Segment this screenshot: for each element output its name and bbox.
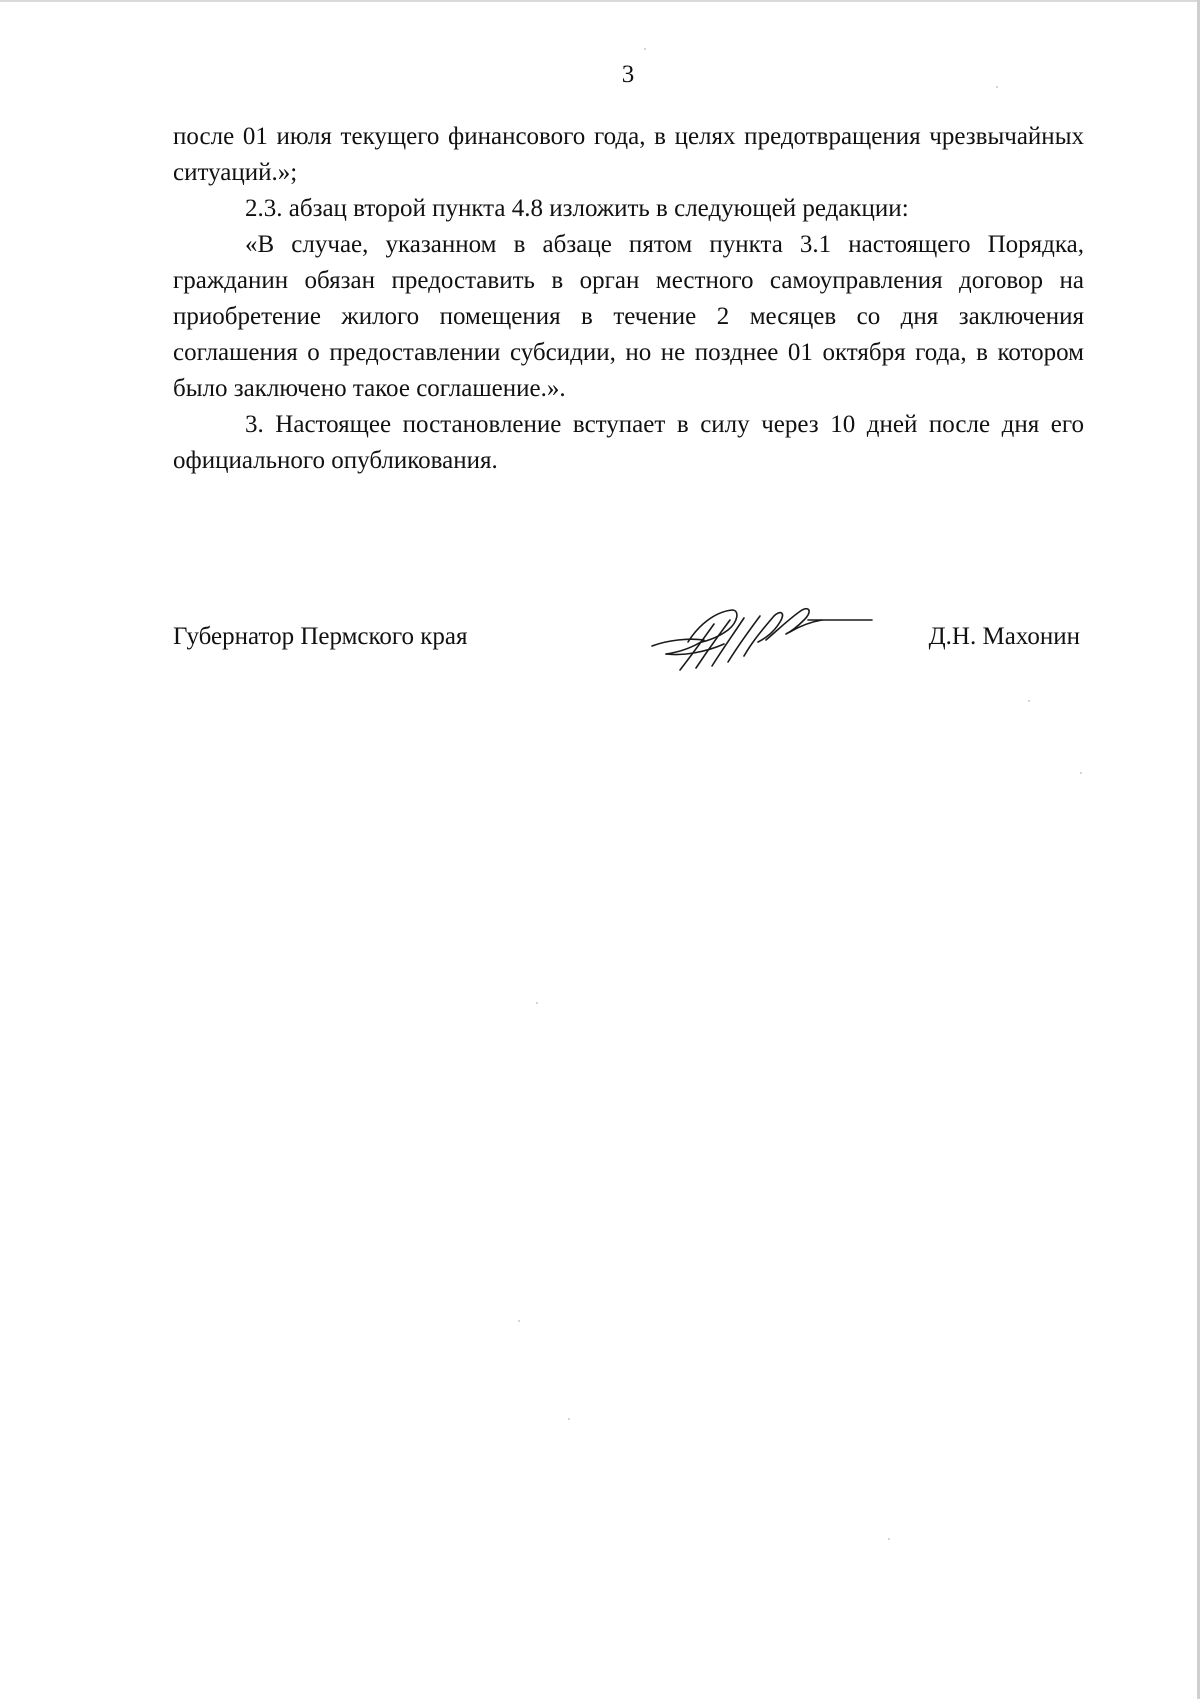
scan-speck [518,1320,520,1322]
scan-speck [888,1538,890,1540]
paragraph-continuation: после 01 июля текущего финансового года, в целях предотвращения чрезвычайных ситуаций.»; [173,123,1084,186]
scan-speck [1028,700,1030,702]
scan-speck [644,48,646,50]
scan-speck [1080,772,1082,774]
scan-speck [536,1002,538,1004]
handwritten-signature-icon [640,600,875,672]
page-number: 3 [621,61,635,88]
signature-block [173,600,1084,680]
paragraph-quoted-text: «В случае, указанном в абзаце пятом пункта 3.1 настоящего Порядка, гражданин обязан предоставить в орган местного самоуправления договор на приобретение жилого помещения в течение 2 месяцев со дня заключения соглашения о предоставлении субсидии, но не позднее 01 октября года, в котором было заключено такое соглашение.». [173,231,1084,402]
scan-speck [996,86,998,88]
document-body [173,119,1084,479]
page-edge-top [0,0,1200,2]
scan-speck [568,1418,570,1420]
signer-name: Д.Н. Махонин [928,623,1080,650]
signer-title: Губернатор Пермского края [173,623,468,650]
paragraph-amendment-2-3: 2.3. абзац второй пункта 4.8 изложить в следующей редакции: [245,195,909,222]
paragraph-entry-into-force: 3. Настоящее постановление вступает в силу через 10 дней после дня его официального опубликования. [173,411,1084,474]
